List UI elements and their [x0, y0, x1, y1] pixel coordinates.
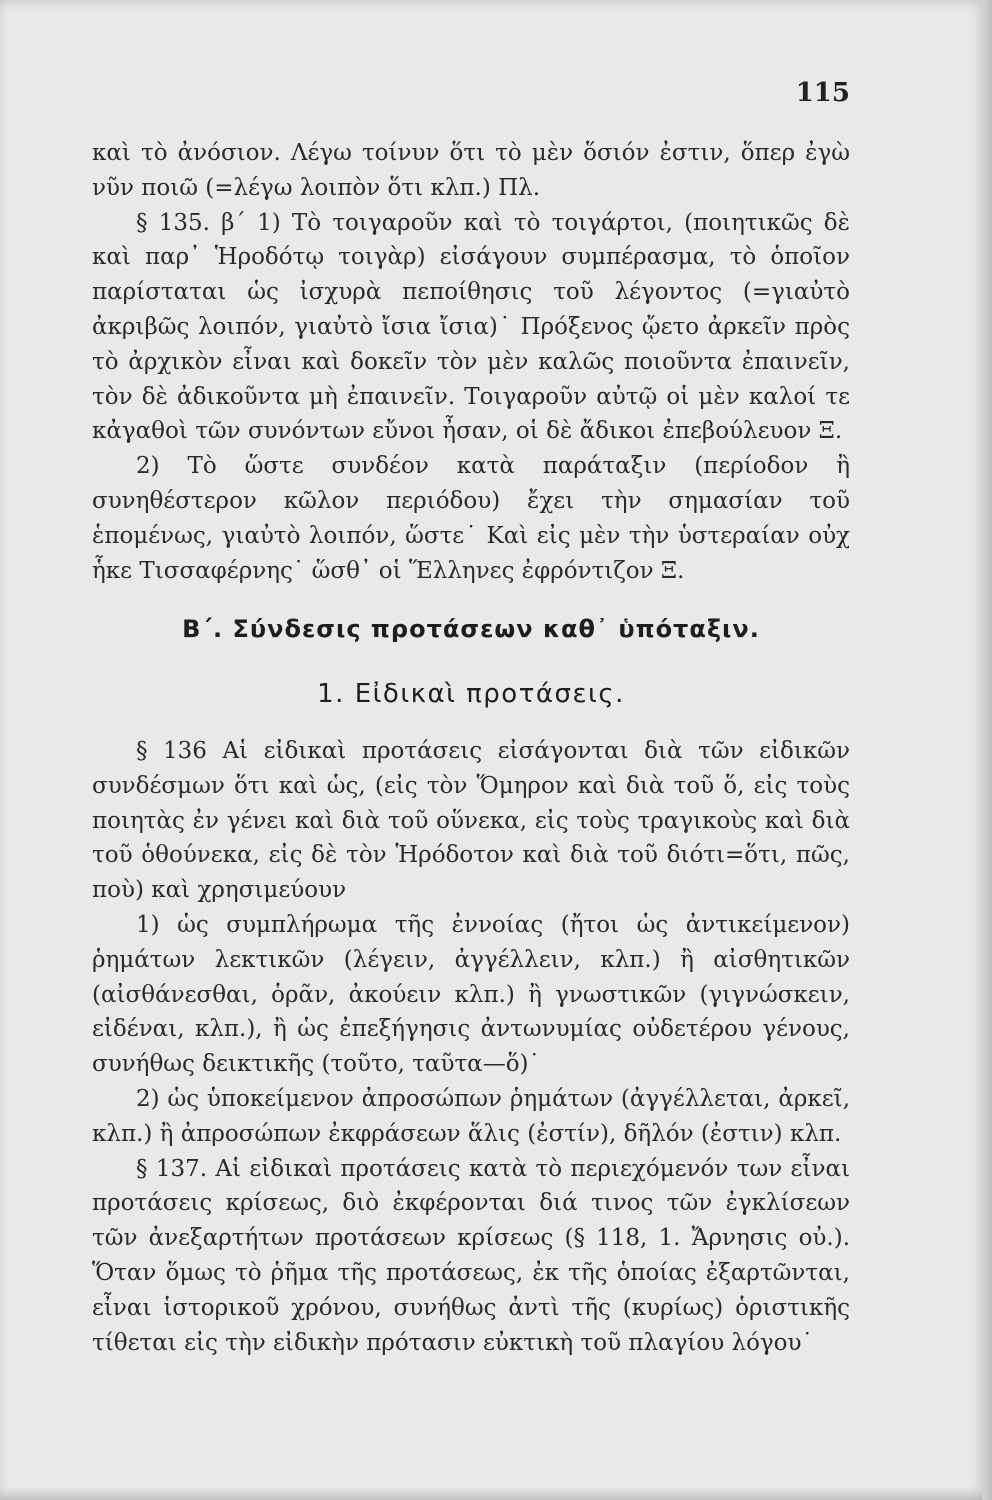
page-number: 115 [795, 78, 850, 108]
paragraph-137: § 137. Αἱ εἰδικαὶ προτάσεις κατὰ τὸ περιεχόμενόν των εἶναι προτάσεις κρίσεως, διὸ ἐκφέρονται διά τινος τῶν ἐγκλίσεων τῶν ἀνεξαρτήτων προτάσεων κρίσεως (§ 118, 1. Ἄρνησις οὐ.). Ὅταν ὅμως τὸ ῥῆμα τῆς προτάσεως, ἐκ τῆς ὁποίας ἐξαρτῶνται, εἶναι ἱστορικοῦ χρόνου, συνήθως ἀντὶ τῆς (κυρίως) ὁριστικῆς τίθεται εἰς τὴν εἰδικὴν πρότασιν εὐκτικὴ τοῦ πλαγίου λόγου˙ [92, 1155, 850, 1356]
paragraph-136-2: 2) ὡς ὑποκείμενον ἀπροσώπων ῥημάτων (ἀγγέλλεται, ἀρκεῖ, κλπ.) ἢ ἀπροσώπων ἐκφράσεων ἅλις (ἐστίν), δῆλόν (ἐστιν) κλπ. [92, 1085, 850, 1147]
paragraph-135-1: § 135. β΄ 1) Τὸ τοιγαροῦν καὶ τὸ τοιγάρτοι, (ποιητικῶς δὲ καὶ παρ᾿ Ἡροδότῳ τοιγὰρ) εἰσάγουν συμπέρασμα, τὸ ὁποῖον παρίσταται ὡς ἰσχυρὰ πεποίθησις τοῦ λέγοντος (=γιαὐτὸ ἀκριβῶς λοιπόν, γιαὐτὸ ἴσια ἴσια)˙ Πρόξενος ᾤετο ἀρκεῖν πρὸς τὸ ἀρχικὸν εἶναι καὶ δοκεῖν τὸν μὲν καλῶς ποιοῦντα ἐπαινεῖν, τὸν δὲ ἀδικοῦντα μὴ ἐπαινεῖν. Τοιγαροῦν αὐτῷ οἱ μὲν καλοί τε κἀγαθοὶ τῶν συνόντων εὔνοι ἦσαν, οἱ δὲ ἄδικοι ἐπεβούλευον Ξ. [92, 209, 850, 445]
paragraph-135-2: 2) Τὸ ὥστε συνδέον κατὰ παράταξιν (περίοδον ἢ συνηθέστερον κῶλον περιόδου) ἔχει τὴν σημασίαν τοῦ ἑπομένως, γιαὐτὸ λοιπόν, ὥστε˙ Καὶ εἰς μὲν τὴν ὑστεραίαν οὐχ ἧκε Τισσαφέρνης˙ ὥσθ᾿ οἱ Ἕλληνες ἐφρόντιζον Ξ. [92, 453, 850, 584]
paragraph-136: § 136 Αἱ εἰδικαὶ προτάσεις εἰσάγονται διὰ τῶν εἰδικῶν συνδέσμων ὅτι καὶ ὡς, (εἰς τὸν Ὅμηρον καὶ διὰ τοῦ ὅ, εἰς τοὺς ποιητὰς ἐν γένει καὶ διὰ τοῦ οὕνεκα, εἰς τοὺς τραγικοὺς καὶ διὰ τοῦ ὁθούνεκα, εἰς δὲ τὸν Ἡρόδοτον καὶ διὰ τοῦ διότι=ὅτι, πῶς, ποὺ) καὶ χρησιμεύουν [92, 737, 850, 904]
section-heading: Β΄. Σύνδεσις προτάσεων καθ᾿ ὑπόταξιν. [182, 615, 760, 644]
page-edge-shadow [982, 0, 992, 1500]
page-body [92, 136, 850, 1360]
paragraph-continuation: καὶ τὸ ἀνόσιον. Λέγω τοίνυν ὅτι τὸ μὲν ὅσιόν ἐστιν, ὅπερ ἐγὼ νῦν ποιῶ (=λέγω λοιπὸν ὅτι κλπ.) Πλ. [92, 140, 850, 201]
paragraph-136-1: 1) ὡς συμπλήρωμα τῆς ἐννοίας (ἤτοι ὡς ἀντικείμενον) ῥημάτων λεκτικῶν (λέγειν, ἀγγέλλειν, κλπ.) ἢ αἰσθητικῶν (αἰσθάνεσθαι, ὁρᾶν, ἀκούειν κλπ.) ἢ γνωστικῶν (γιγνώσκειν, εἰδέναι, κλπ.), ἢ ὡς ἐπεξήγησις ἀντωνυμίας οὐδετέρου γένους, συνήθως δεικτικῆς (τοῦτο, ταῦτα—ὅ)˙ [92, 911, 850, 1078]
subsection-heading: 1. Εἰδικαὶ προτάσεις. [317, 679, 625, 710]
